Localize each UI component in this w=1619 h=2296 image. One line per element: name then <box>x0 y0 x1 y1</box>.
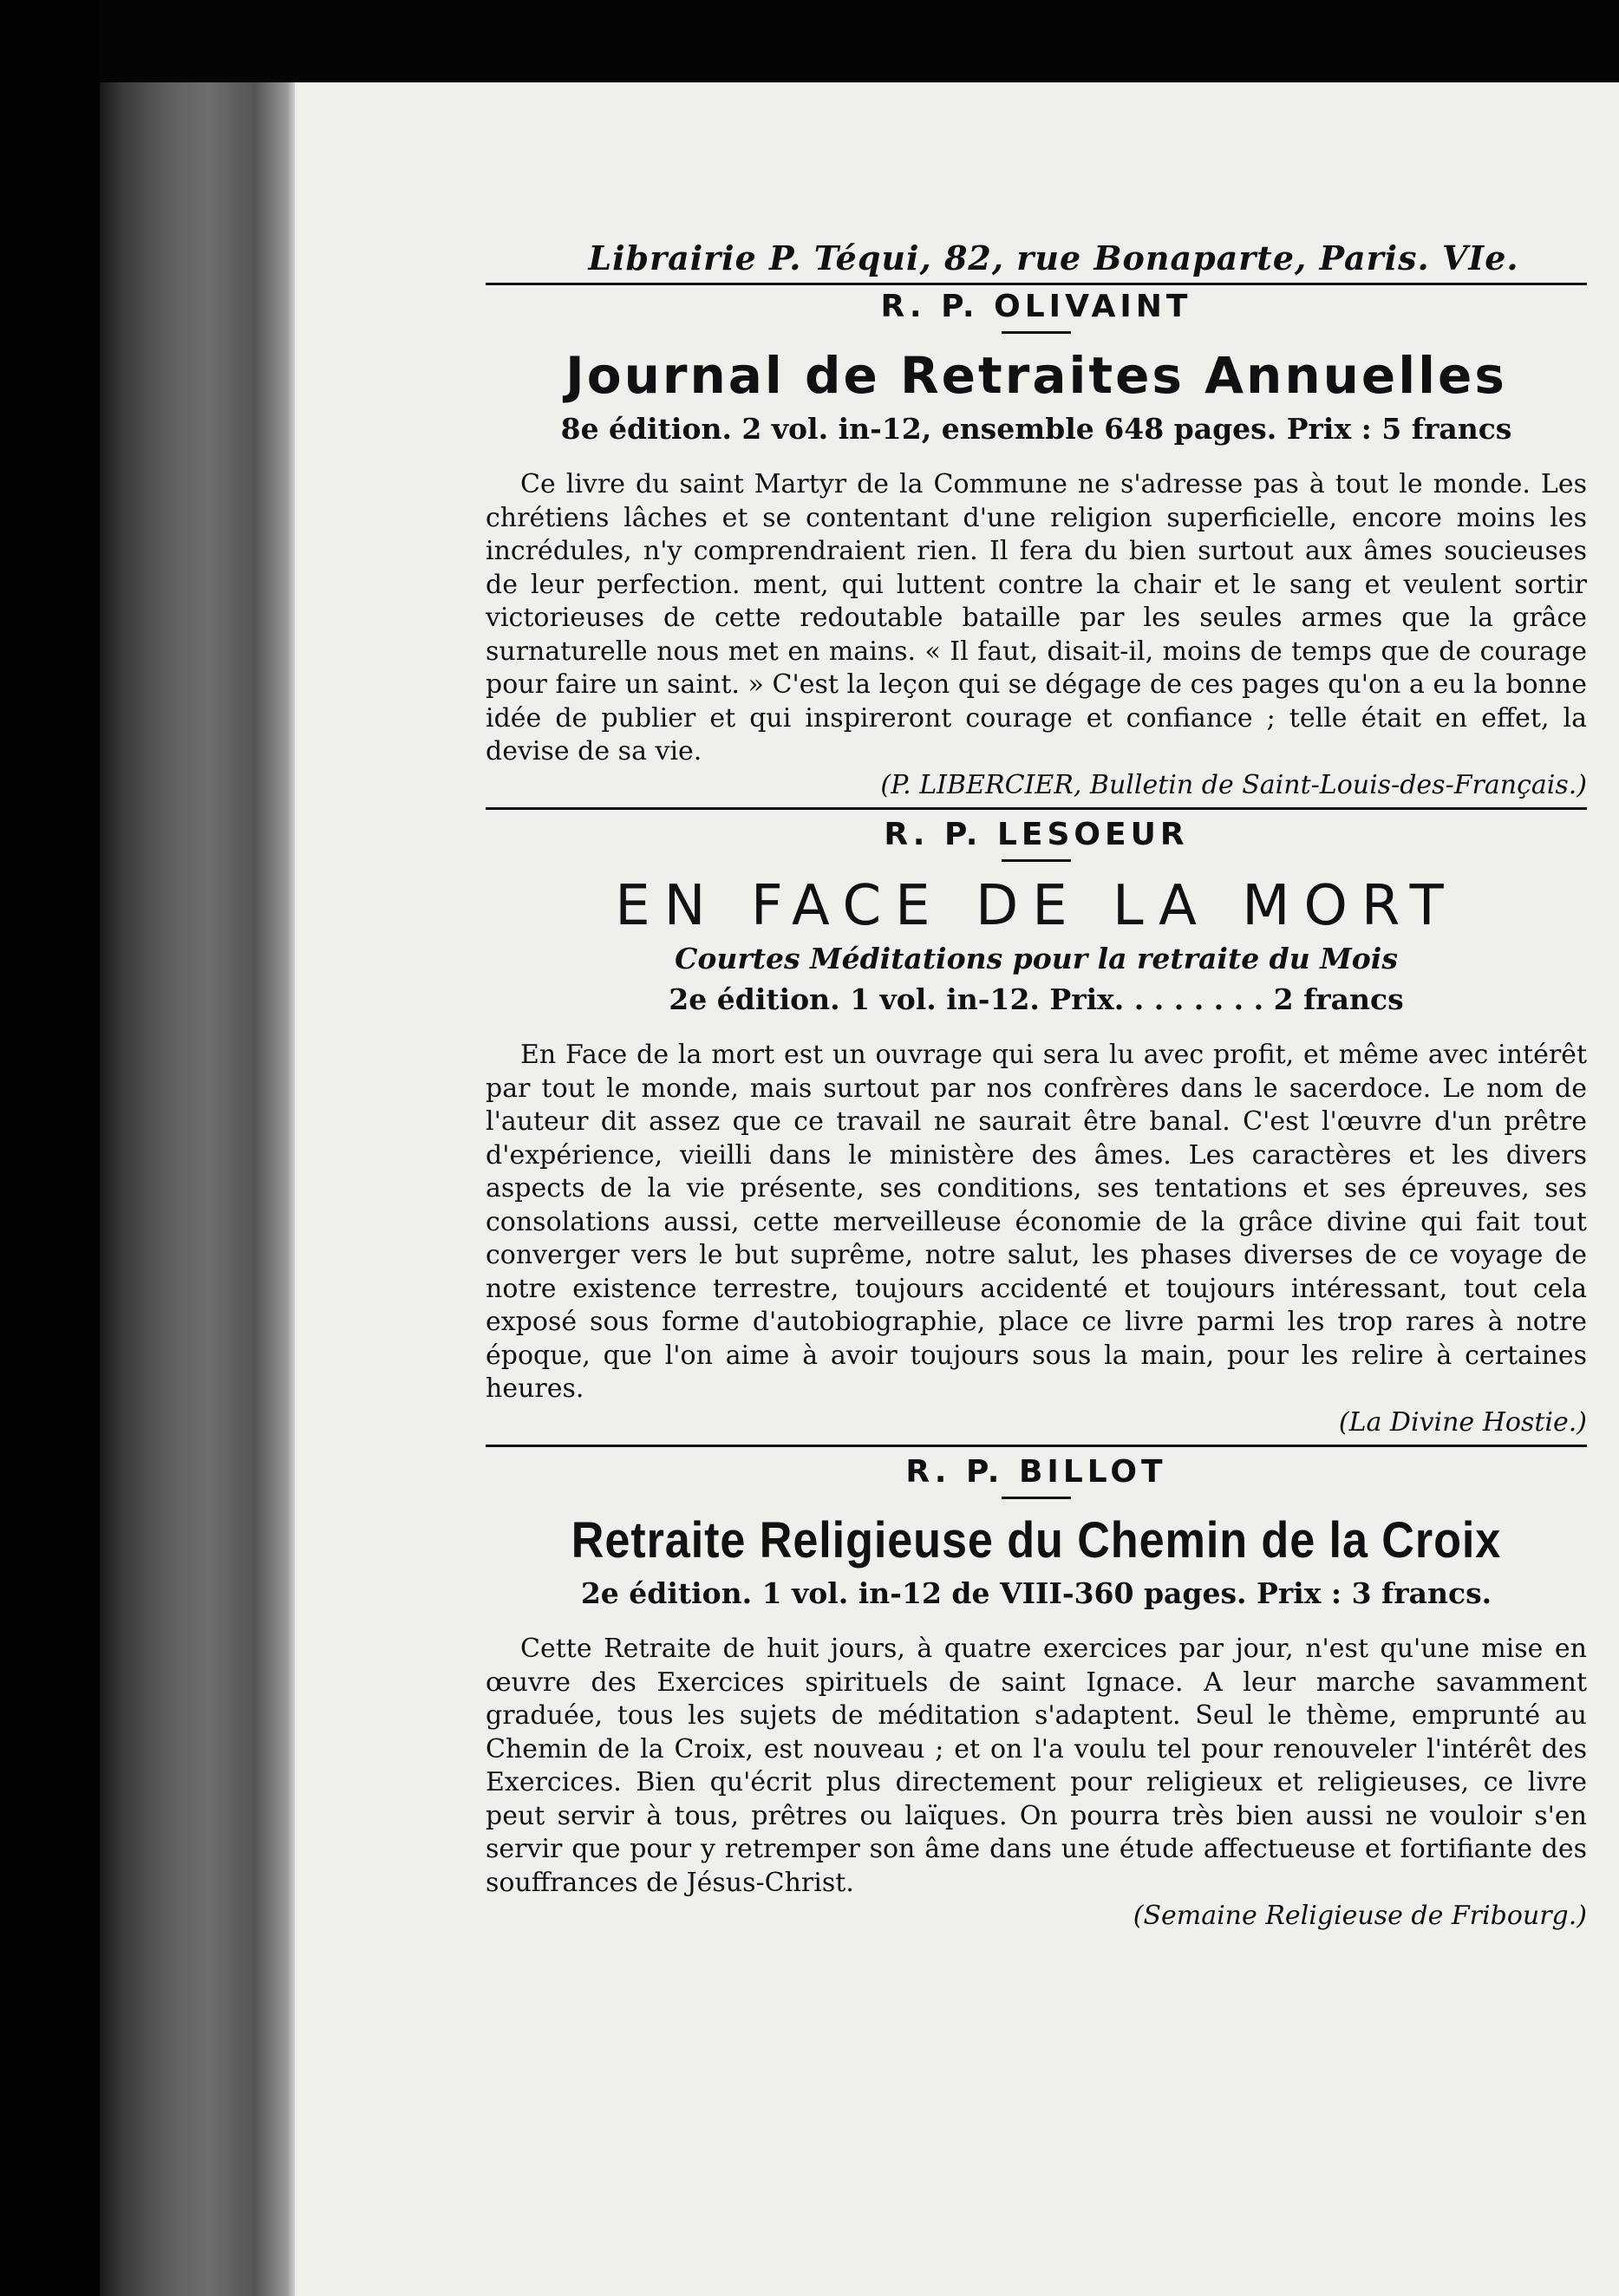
edition-info: 2e édition. 1 vol. in-12 de VIII-360 pages. Prix : 3 francs. <box>580 1576 1492 1610</box>
section-rule <box>486 807 1587 810</box>
review-text: En Face de la mort est un ouvrage qui sera lu avec profit, et même avec intérêt par tout le monde, mais surtout par nos confrères dans le sacerdoce. Le nom de l'auteur dit assez que ce travail ne saurait être banal. C'est l'œuvre d'un prêtre d'expérience, vieilli dans le ministère des âmes. Les caractères et les divers aspects de la vie présente, ses conditions, ses tentations et ses épreuves, ses consolations aussi, cette merveilleuse économie de la grâce divine qui fait tout converger vers le but suprême, notre salut, les phases diverses de ce voyage de notre existence terrestre, toujours accidenté et toujours intéressant, tout cela exposé sous forme d'autobiographie, place ce livre parmi les trop rares à notre époque, que l'on aime à avoir toujours sous la main, pour les relire à certaines heures. <box>486 1040 1587 1404</box>
book-spine-shadow <box>100 82 295 2296</box>
author-name: R. P. OLIVAINT <box>880 289 1192 324</box>
header-rule <box>486 283 1587 285</box>
book-page <box>295 82 1619 2296</box>
section-billot <box>486 1454 1587 1934</box>
edition-info: 2e édition. 1 vol. in-12. Prix. . . . . . . . 2 francs <box>669 982 1404 1016</box>
review-source: (La Divine Hostie.) <box>1338 1406 1587 1438</box>
book-title: Retraite Religieuse du Chemin de la Croix <box>571 1512 1502 1569</box>
author-underline <box>1002 859 1071 862</box>
author-name: R. P. BILLOT <box>905 1454 1167 1490</box>
book-title: Journal de Retraites Annuelles <box>565 346 1507 405</box>
book-subtitle: Courtes Méditations pour la retraite du Mois <box>675 942 1398 975</box>
book-title: EN FACE DE LA MORT <box>615 874 1458 938</box>
section-lesoeur <box>486 817 1587 1447</box>
author-underline <box>1002 331 1071 334</box>
review-source: (Semaine Religieuse de Fribourg.) <box>1133 1901 1587 1931</box>
page-content <box>486 238 1587 1941</box>
author-underline <box>1002 1497 1071 1499</box>
scan-left-edge <box>0 0 100 2296</box>
section-rule <box>486 1445 1587 1447</box>
author-name: R. P. LESOEUR <box>884 817 1189 852</box>
edition-info: 8e édition. 2 vol. in-12, ensemble 648 pages. Prix : 5 francs <box>560 412 1512 446</box>
review-source: (P. LIBERCIER, Bulletin de Saint-Louis-des-Français.) <box>880 769 1587 800</box>
section-olivaint <box>486 289 1587 810</box>
review-text: Cette Retraite de huit jours, à quatre exercices par jour, n'est qu'une mise en œuvre des Exercices spirituels de saint Ignace. A leur marche savamment graduée, tous les sujets de méditation s'adaptent. Seul le thème, emprunté au Chemin de la Croix, est nouveau ; et on l'a voulu tel pour renouveler l'intérêt des Exercices. Bien qu'écrit plus directement pour religieux et religieuses, ce livre peut servir à tous, prêtres ou laïques. On pourra très bien aussi ne vouloir s'en servir que pour y retremper son âme dans une étude affectueuse et fortifiante des souffrances de Jésus-Christ. <box>486 1634 1587 1898</box>
publisher-header: Librairie P. Téqui, 82, rue Bonaparte, Paris. VIe. <box>588 238 1519 277</box>
review-text: Ce livre du saint Martyr de la Commune ne s'adresse pas à tout le monde. Les chrétiens lâches et se contentant d'une religion superficielle, encore moins les incrédules, n'y comprendraient rien. Il fera du bien surtout aux âmes soucieuses de leur perfection. ment, qui luttent contre la chair et le sang et veulent sortir victorieuses de cette redoutable bataille par les seules armes que la grâce surnaturelle nous met en mains. « Il faut, disait-il, moins de temps que de courage pour faire un saint. » C'est la leçon qui se dégage de ces pages qu'on a eu la bonne idée de publier et qui inspireront courage et confiance ; telle était en effet, la devise de sa vie. <box>486 469 1587 766</box>
